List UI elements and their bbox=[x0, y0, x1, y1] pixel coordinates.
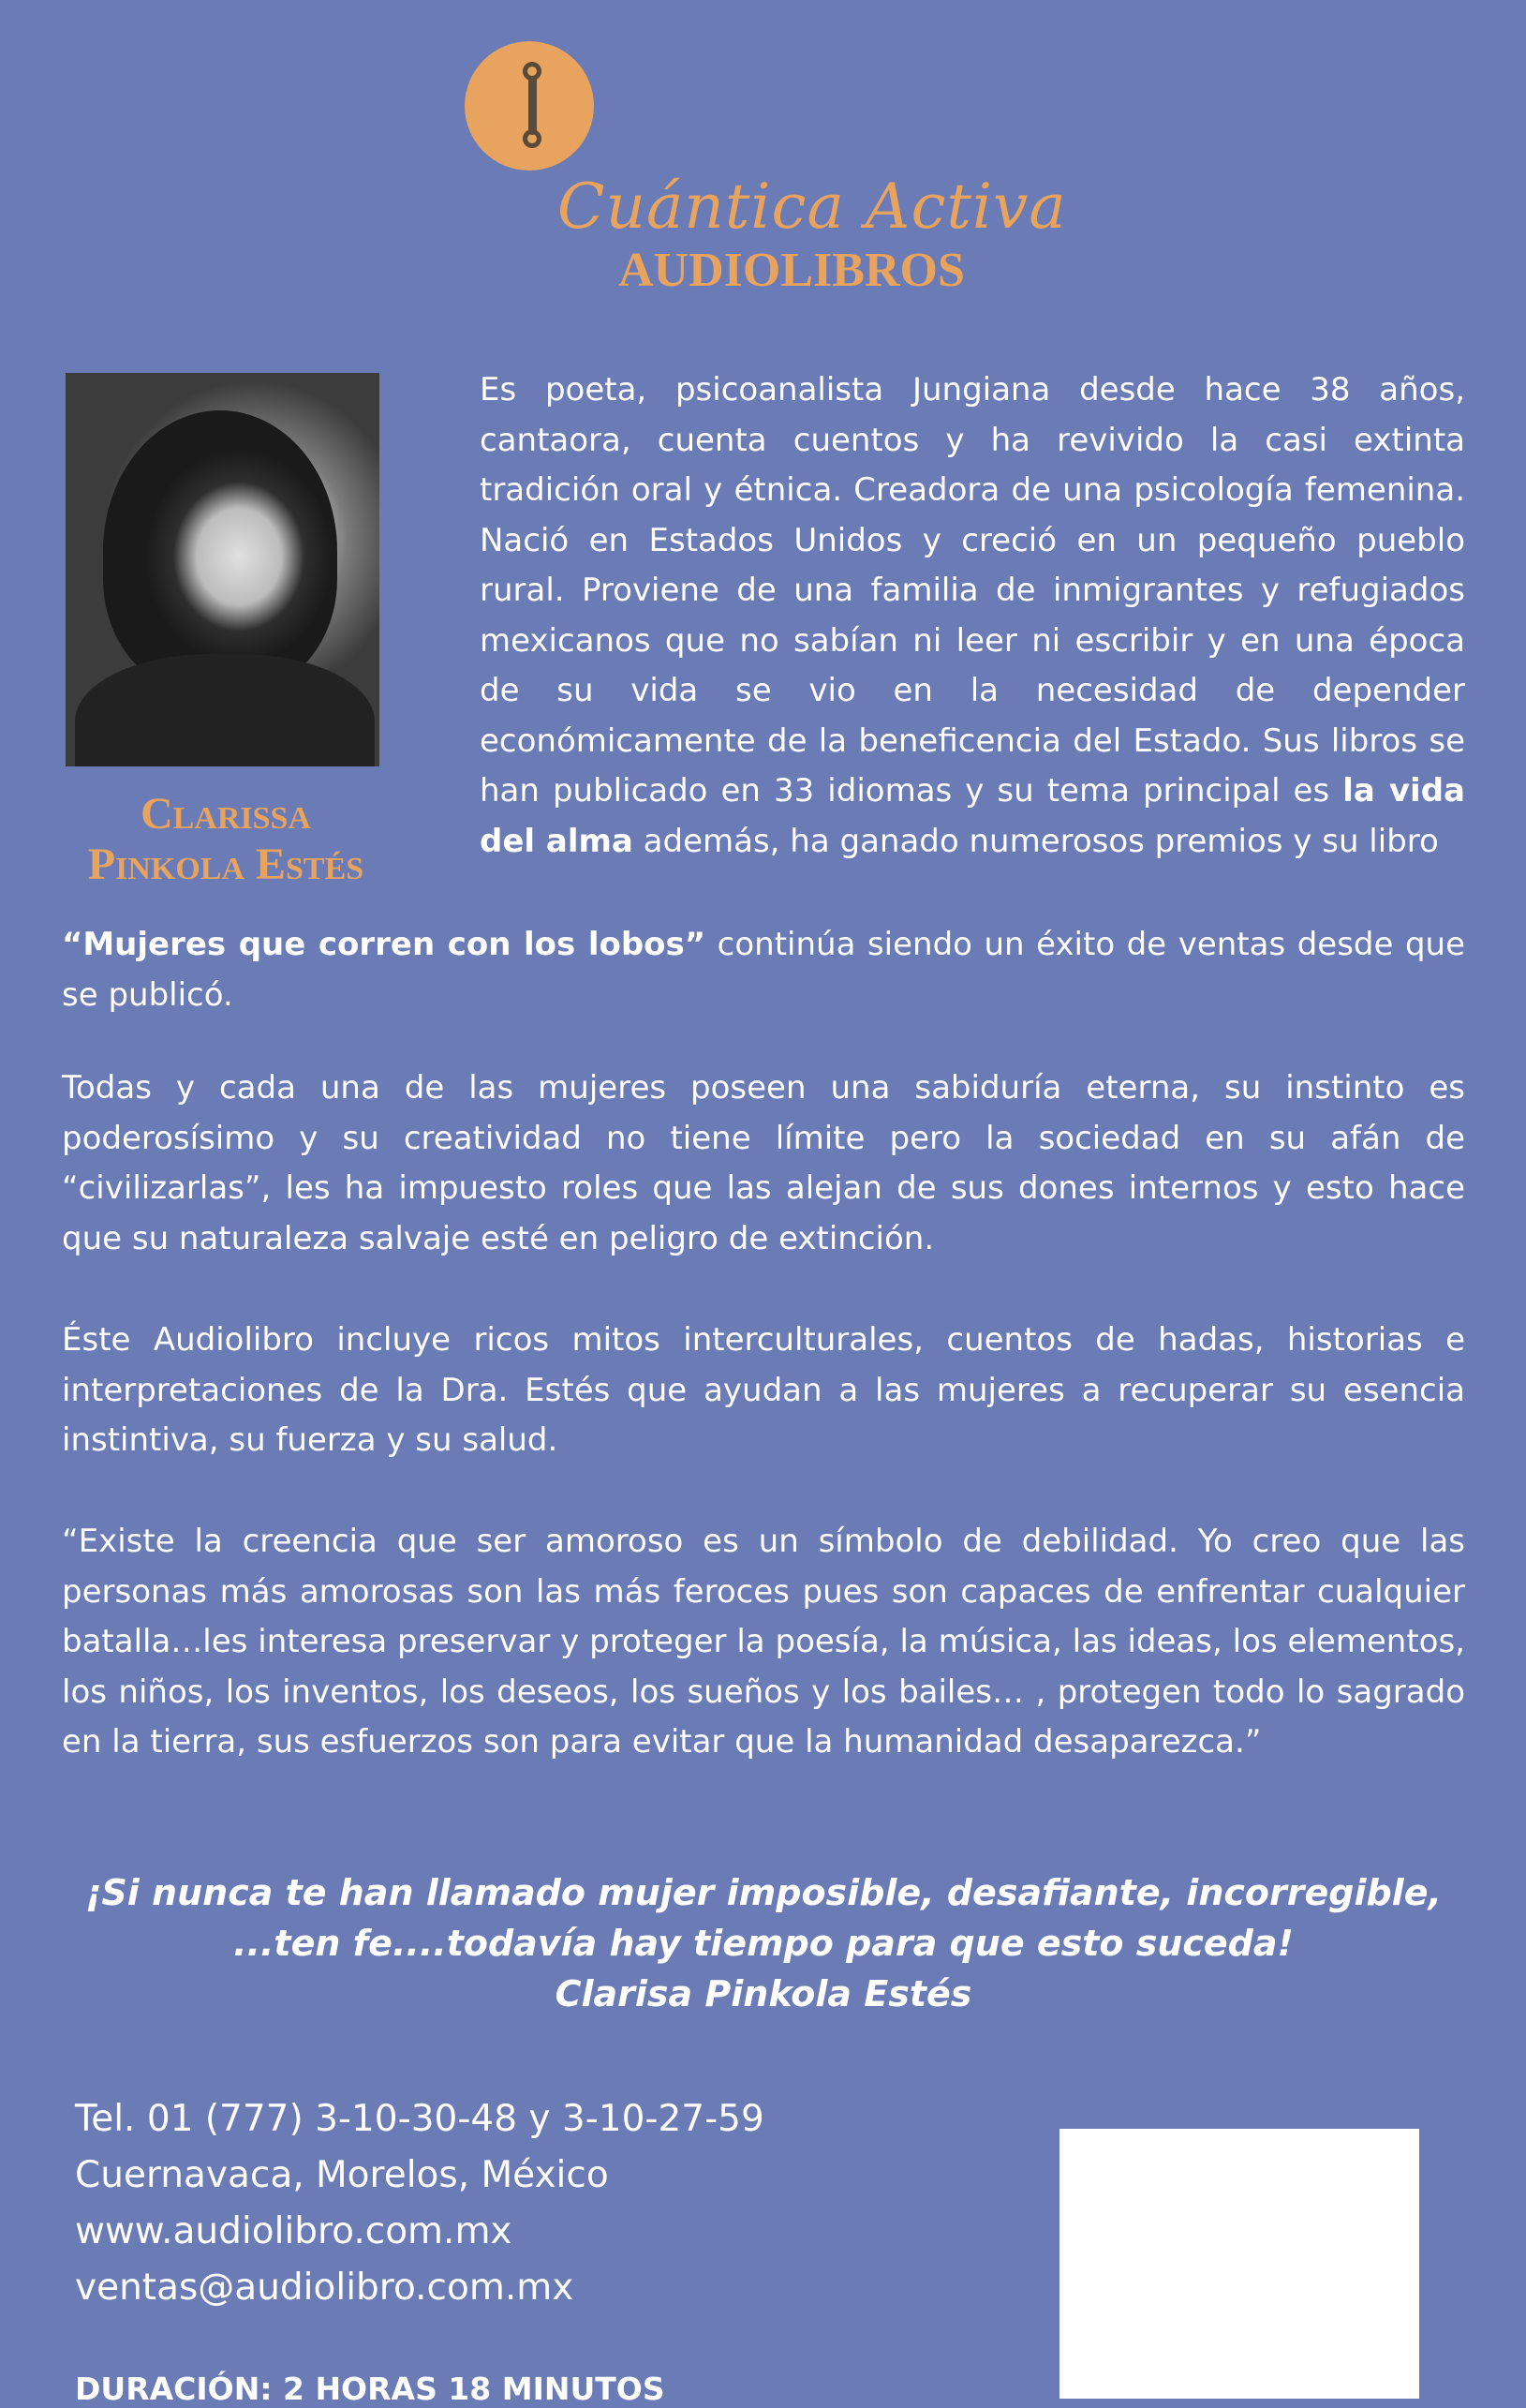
description-paragraph-1: Todas y cada una de las mujeres poseen una sabiduría eterna, su instinto es poderosísimo y su creatividad no tiene límite pero la sociedad en su afán de “civilizarlas”, les ha impuesto roles que las alejan de sus dones internos y esto hace que su naturaleza salvaje esté en peligro de extinción. bbox=[62, 1069, 1465, 1257]
closing-quote bbox=[62, 1867, 1465, 2019]
contact-email[interactable]: ventas@audiolibro.com.mx bbox=[75, 2267, 574, 2309]
logo-ring-bottom-icon bbox=[523, 129, 541, 148]
author-photo bbox=[66, 373, 379, 766]
logo-script-text: Cuántica Activa bbox=[557, 171, 1067, 243]
description-paragraph-2: Éste Audiolibro incluye ricos mitos interculturales, cuentos de hadas, historias e interpretaciones de la Dra. Estés que ayudan a las mujeres a recuperar su esencia instintiva, su fuerza y su salud. bbox=[62, 1321, 1465, 1459]
bio-paragraph-top bbox=[480, 365, 1465, 867]
author-name-line1: Clarissa bbox=[140, 789, 312, 839]
logo-emblem-icon bbox=[465, 41, 594, 171]
author-portrait-body bbox=[75, 654, 375, 766]
author-name-line2: Pinkola Estés bbox=[87, 840, 364, 889]
duration-label: DURACIÓN: 2 HORAS 18 MINUTOS bbox=[75, 2371, 665, 2407]
logo-subtitle: AUDIOLIBROS bbox=[618, 244, 965, 297]
bio-paragraph-bottom bbox=[62, 920, 1465, 1020]
bio-closing-text: continúa siendo un éxito de ventas desde que se publicó. bbox=[62, 926, 1465, 1014]
bio-text: Es poeta, psicoanalista Jungiana desde hace 38 años, cantaora, cuenta cuentos y ha revivido la casi extinta tradición oral y étnica. Creadora de una psicología femenina. Nació en Estados Unidos y creció en un pequeño pueblo rural. Proviene de una familia de inmigrantes y refugiados mexicanos que no sabían ni leer ni escribir y en una época de su vida se vio en la necesidad de depender económicamente de la beneficencia del Estado. Sus libros se han publicado en 33 idiomas y su tema principal es bbox=[480, 371, 1465, 810]
book-title: “Mujeres que corren con los lobos” bbox=[62, 926, 706, 963]
author-name bbox=[52, 789, 399, 890]
author-quote-paragraph: “Existe la creencia que ser amoroso es un símbolo de debilidad. Yo creo que las personas más amorosas son las más feroces pues son capaces de enfrentar cualquier batalla…les interesa preservar y proteger la poesía, la música, las ideas, los elementos, los niños, los inventos, los deseos, los sueños y los bailes… , protegen todo lo sagrado en la tierra, sus esfuerzos son para evitar que la humanidad desaparezca.” bbox=[62, 1523, 1465, 1761]
contact-website[interactable]: www.audiolibro.com.mx bbox=[75, 2210, 512, 2252]
author-portrait-head bbox=[103, 410, 337, 691]
contact-info bbox=[75, 2091, 918, 2316]
closing-signature: Clarisa Pinkola Estés bbox=[555, 1973, 972, 2014]
closing-line-1: ¡Si nunca te han llamado mujer imposible, desafiante, incorregible, bbox=[85, 1872, 1442, 1913]
publisher-logo bbox=[459, 41, 1067, 304]
closing-line-2: ...ten fe....todavía hay tiempo para que esto suceda! bbox=[233, 1923, 1294, 1964]
logo-bar-icon bbox=[528, 77, 537, 135]
contact-city: Cuernavaca, Morelos, México bbox=[75, 2154, 609, 2196]
bio-highlight: la vida del alma bbox=[480, 772, 1465, 860]
contact-phone: Tel. 01 (777) 3-10-30-48 y 3-10-27-59 bbox=[75, 2098, 764, 2140]
bio-text-end: además, ha ganado numerosos premios y su libro bbox=[643, 822, 1439, 860]
barcode-placeholder bbox=[1059, 2129, 1419, 2399]
